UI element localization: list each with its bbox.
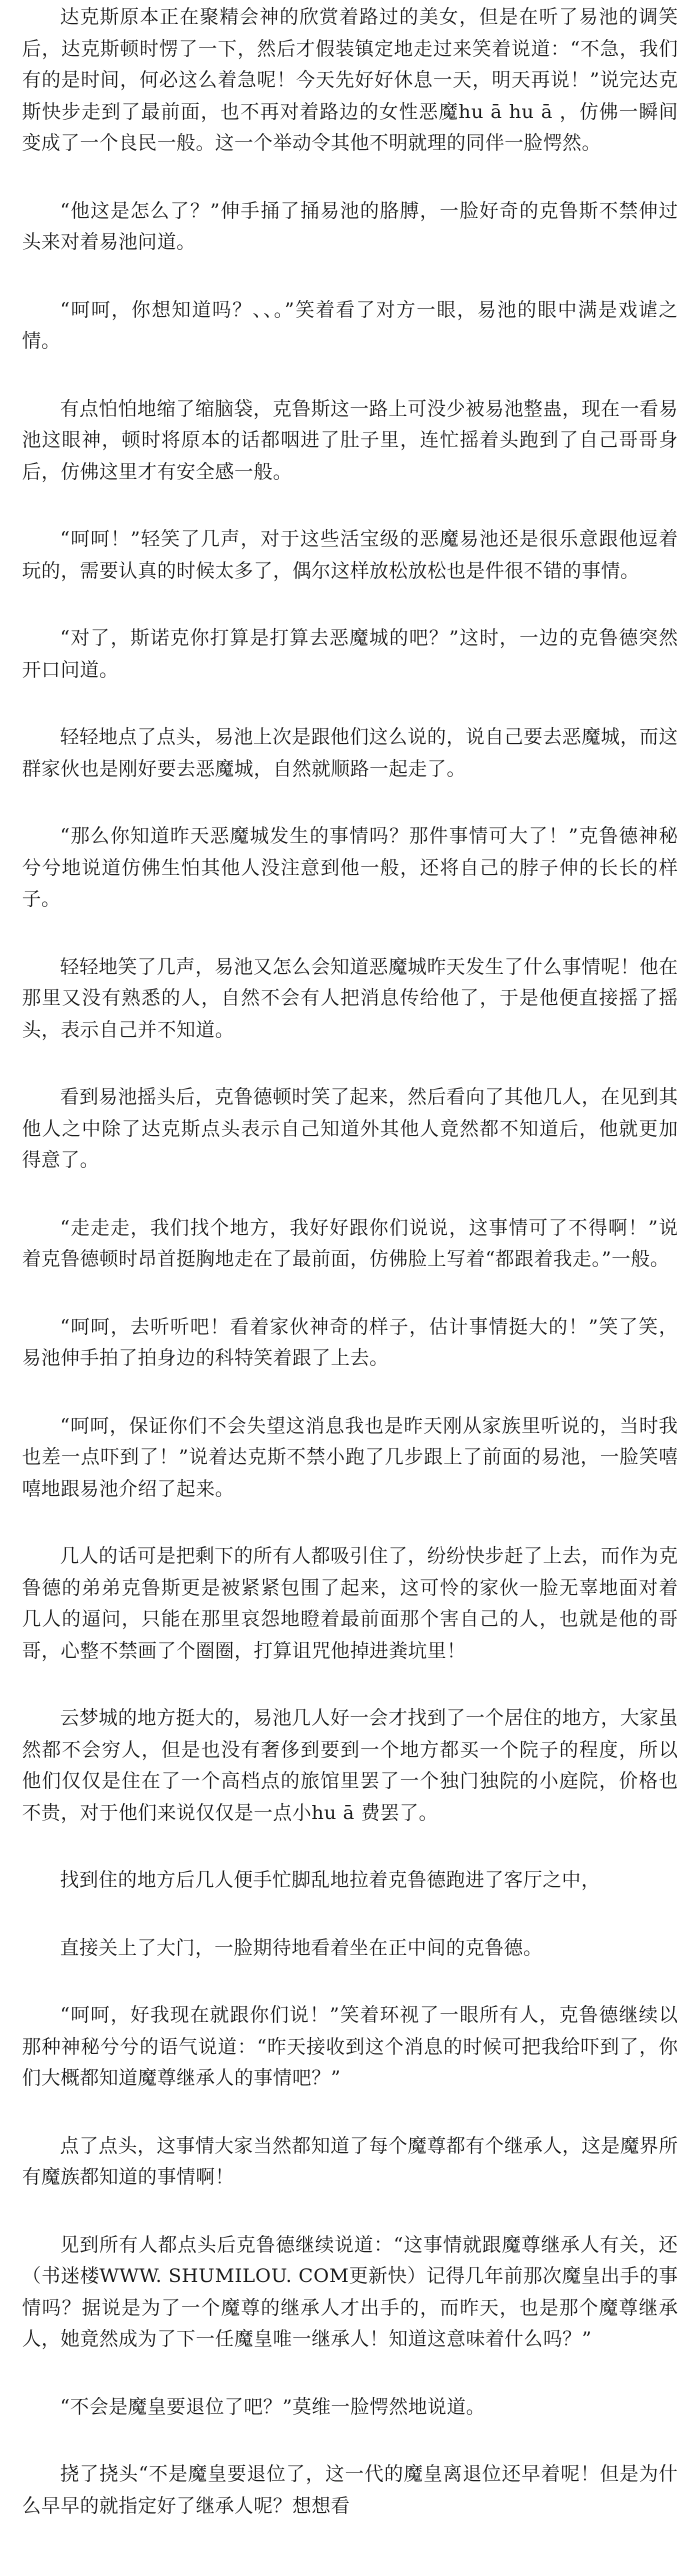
paragraph: 达克斯原本正在聚精会神的欣赏着路过的美女，但是在听了易池的调笑后，达克斯顿时愣了一下，然后才假装镇定地走过来笑着说道：“不急，我们有的是时间，何必这么着急呢！今天先好好休息一天，明天再说！”说完达克斯快步走到了最前面，也不再对着路边的女性恶魔hu ā hu ā ，仿佛一瞬间变成了一个良民一般。这一个举动令其他不明就理的同伴一脸愕然。 bbox=[22, 6, 678, 154]
paragraph: 直接关上了大门，一脸期待地看着坐在正中间的克鲁德。 bbox=[60, 1936, 543, 1959]
paragraph: 挠了挠头“不是魔皇要退位了，这一代的魔皇离退位还早着呢！但是为什么早早的就指定好了继承人呢？想想看 bbox=[22, 2463, 678, 2517]
paragraph: 有点怕怕地缩了缩脑袋，克鲁斯这一路上可没少被易池整蛊，现在一看易池这眼神，顿时将原本的话都咽进了肚子里，连忙摇着头跑到了自己哥哥身后，仿佛这里才有安全感一般。 bbox=[22, 397, 678, 483]
paragraph: “走走走，我们找个地方，我好好跟你们说说，这事情可了不得啊！”说着克鲁德顿时昂首挺胸地走在了最前面，仿佛脸上写着“都跟着我走。”一般。 bbox=[22, 1216, 678, 1270]
paragraph: “呵呵，好我现在就跟你们说！”笑着环视了一眼所有人，克鲁德继续以那种神秘兮兮的语气说道：“昨天接收到这个消息的时候可把我给吓到了，你们大概都知道魔尊继承人的事情吧？” bbox=[22, 2004, 678, 2089]
paragraph: 轻轻地点了点头，易池上次是跟他们这么说的，说自己要去恶魔城，而这群家伙也是刚好要去恶魔城，自然就顺路一起走了。 bbox=[22, 726, 678, 780]
paragraph: “呵呵，去听听吧！看着家伙神奇的样子，估计事情挺大的！”笑了笑，易池伸手拍了拍身边的科特笑着跟了上去。 bbox=[22, 1315, 678, 1369]
paragraph: 看到易池摇头后，克鲁德顿时笑了起来，然后看向了其他几人，在见到其他人之中除了达克斯点头表示自己知道外其他人竟然都不知道后，他就更加得意了。 bbox=[22, 1086, 678, 1171]
paragraph: 找到住的地方后几人便手忙脚乱地拉着克鲁德跑进了客厅之中， bbox=[60, 1869, 601, 1891]
paragraph: 轻轻地笑了几声，易池又怎么会知道恶魔城昨天发生了什么事情呢！他在那里又没有熟悉的人，自然不会有人把消息传给他了，于是他便直接摇了摇头，表示自己并不知道。 bbox=[22, 955, 678, 1041]
paragraph: “不会是魔皇要退位了吧？”莫维一脸愕然地说道。 bbox=[60, 2395, 486, 2418]
paragraph: “那么你知道昨天恶魔城发生的事情吗？那件事情可大了！”克鲁德神秘兮兮地说道仿佛生怕其他人没注意到他一般，还将自己的脖子伸的长长的样子。 bbox=[22, 825, 678, 910]
paragraph: 云梦城的地方挺大的，易池几人好一会才找到了一个居住的地方，大家虽然都不会穷人，但是也没有奢侈到要到一个地方都买一个院子的程度，所以他们仅仅是住在了一个高档点的旅馆里罢了一个独门独院的小庭院，价格也不贵，对于他们来说仅仅是一点小hu ā 费罢了。 bbox=[22, 1707, 678, 1824]
paragraph: “对了，斯诺克你打算是打算去恶魔城的吧？”这时，一边的克鲁德突然开口问道。 bbox=[22, 627, 678, 681]
paragraph: “他这是怎么了？”伸手捅了捅易池的胳膊，一脸好奇的克鲁斯不禁伸过头来对着易池问道。 bbox=[22, 199, 678, 253]
paragraph: “呵呵！”轻笑了几声，对于这些活宝级的恶魔易池还是很乐意跟他逗着玩的，需要认真的时候太多了，偶尔这样放松放松也是件很不错的事情。 bbox=[22, 528, 678, 582]
paragraph: “呵呵，保证你们不会失望这消息我也是昨天刚从家族里听说的，当时我也差一点吓到了！”说着达克斯不禁小跑了几步跟上了前面的易池，一脸笑嘻嘻地跟易池介绍了起来。 bbox=[22, 1414, 678, 1500]
paragraph: 点了点头，这事情大家当然都知道了每个魔尊都有个继承人，这是魔界所有魔族都知道的事情啊！ bbox=[22, 2134, 678, 2188]
paragraph: “呵呵，你想知道吗？、、。”笑着看了对方一眼，易池的眼中满是戏谑之情。 bbox=[22, 298, 678, 352]
paragraph: 几人的话可是把剩下的所有人都吸引住了，纷纷快步赶了上去，而作为克鲁德的弟弟克鲁斯更是被紧紧包围了起来，这可怜的家伙一脸无辜地面对着几人的逼问，只能在那里哀怨地瞪着最前面那个害自己的人，也就是他的哥哥，心整不禁画了个圈圈，打算诅咒他掉进粪坑里！ bbox=[22, 1545, 678, 1662]
paragraph: 见到所有人都点头后克鲁德继续说道：“这事情就跟魔尊继承人有关，还（书迷楼WWW. SHUMILOU. COM更新快）记得几年前那次魔皇出手的事情吗？据说是为了一个魔尊的继承人才出手的，而昨天，也是那个魔尊继承人，她竟然成为了下一任魔皇唯一继承人！知道这意味着什么吗？” bbox=[22, 2233, 678, 2350]
